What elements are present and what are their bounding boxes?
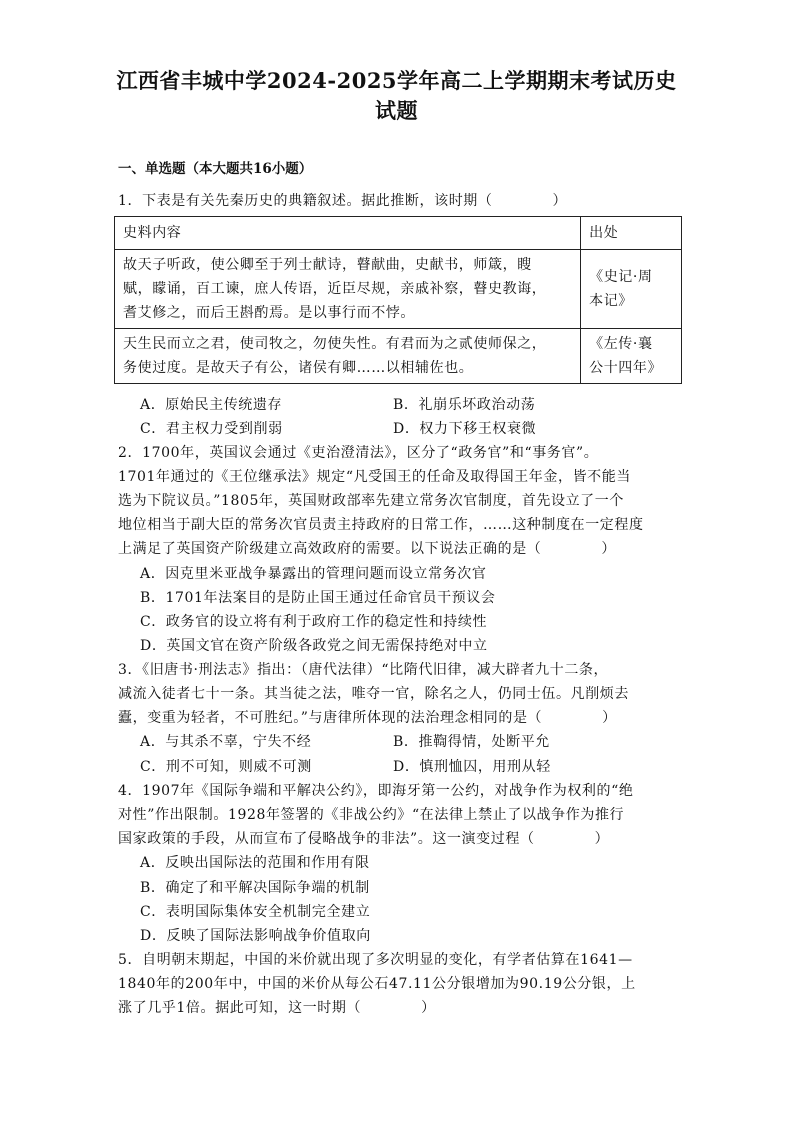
table-cell-line: 务使过度。是故天子有公，诸侯有卿……以相辅佐也。 <box>123 360 474 376</box>
q2-stem-line: 1701年通过的《王位继承法》规定“凡受国王的任命及取得国王年金，皆不能当 <box>118 469 631 485</box>
table-header-content: 史料内容 <box>115 217 581 250</box>
table-cell-line: 故天子听政，使公卿至于列士献诗，瞽献曲，史献书，师箴，瞍 <box>123 257 532 273</box>
q5-stem-line: 涨了几乎1倍。据此可知，这一时期（ <box>118 1000 362 1016</box>
q3-option-d[interactable]: D．慎刑恤囚，用刑从轻 <box>393 759 551 775</box>
q4-stem-close: ） <box>594 831 610 847</box>
q1-stem-text: 1．下表是有关先秦历史的典籍叙述。据此推断，该时期（ <box>118 193 493 209</box>
q1-option-b[interactable]: B．礼崩乐坏政治动荡 <box>393 397 536 413</box>
table-header-source: 出处 <box>581 217 682 250</box>
q4-option-a[interactable]: A．反映出国际法的范围和作用有限 <box>140 855 370 871</box>
table-cell-content <box>115 329 581 384</box>
q2-stem-last <box>118 538 616 560</box>
q1-stem <box>118 190 567 212</box>
q1-option-d[interactable]: D．权力下移王权衰微 <box>393 421 537 437</box>
exam-title-line-1: 江西省丰城中学2024-2025学年高二上学期期末考试历史 <box>116 68 677 93</box>
q3-option-b[interactable]: B．推鞫得情，处断平允 <box>393 734 550 750</box>
table-cell-source <box>581 250 682 329</box>
table-cell-line: 《左传·襄 <box>589 336 653 352</box>
table-cell-line: 公十四年》 <box>589 360 663 376</box>
q3-stem-line: 3．《旧唐书·刑法志》指出：（唐代法律）“比隋代旧律，减大辟者九十二条， <box>118 662 609 678</box>
q2-stem-line: 上满足了英国资产阶级建立高效政府的需要。以下说法正确的是（ <box>118 541 542 557</box>
q5-stem-close: ） <box>421 1000 436 1016</box>
q2-stem-line: 地位相当于副大臣的常务次官员责主持政府的日常工作，……这种制度在一定程度 <box>118 517 644 533</box>
exam-title-line-2: 试题 <box>375 98 418 123</box>
q1-stem-close: ） <box>552 193 568 209</box>
q2-option-d[interactable]: D．英国文官在资产阶级各政党之间无需保持绝对中立 <box>140 638 488 654</box>
table-cell-source <box>581 329 682 384</box>
table-cell-line: 《史记·周 <box>589 269 653 285</box>
table-cell-content <box>115 250 581 329</box>
q1-option-a[interactable]: A．原始民主传统遗存 <box>140 397 283 413</box>
q5-stem-line: 1840年的200年中，中国的米价从每公石47.11公分银增加为90.19公分银，上 <box>118 976 636 992</box>
q3-stem-last <box>118 707 617 729</box>
q1-source-table <box>114 216 682 384</box>
q3-option-c[interactable]: C．刑不可知，则威不可测 <box>140 759 312 775</box>
q3-stem-line: 蠹，变重为轻者，不可胜纪。”与唐律所体现的法治理念相同的是（ <box>118 710 543 726</box>
table-row <box>115 250 682 329</box>
table-cell-line: 天生民而立之君，使司牧之，勿使失性。有君而为之贰使师保之， <box>123 336 547 352</box>
q4-option-c[interactable]: C．表明国际集体安全机制完全建立 <box>140 904 371 920</box>
q4-option-d[interactable]: D．反映了国际法影响战争价值取向 <box>140 928 371 944</box>
q4-option-b[interactable]: B．确定了和平解决国际争端的机制 <box>140 880 370 896</box>
q5-stem-last <box>118 997 436 1019</box>
q4-stem-line: 4．1907年《国际争端和平解决公约》，即海牙第一公约，对战争作为权利的“绝 <box>118 783 634 799</box>
table-cell-line: 赋，矇诵，百工谏，庶人传语，近臣尽规，亲戚补察，瞽史教诲， <box>123 281 547 297</box>
q3-stem-close: ） <box>602 710 617 726</box>
table-row <box>115 329 682 384</box>
q2-option-c[interactable]: C．政务官的设立将有利于政府工作的稳定性和持续性 <box>140 614 488 630</box>
q2-stem-close: ） <box>601 541 617 557</box>
table-header-row <box>115 217 682 250</box>
table-cell-line: 耆艾修之，而后王斟酌焉。是以事行而不悖。 <box>123 305 415 321</box>
q3-option-a[interactable]: A．与其杀不辜，宁失不经 <box>140 734 312 750</box>
q4-stem-line: 国家政策的手段，从而宣布了侵略战争的非法”。这一演变过程（ <box>118 831 535 847</box>
q2-stem-line: 选为下院议员。”1805年，英国财政部率先建立常务次官制度，首先设立了一个 <box>118 493 624 509</box>
q5-stem-line: 5．自明朝末期起，中国的米价就出现了多次明显的变化，有学者估算在1641— <box>118 952 633 968</box>
q2-option-a[interactable]: A．因克里米亚战争暴露出的管理问题而设立常务次官 <box>140 566 487 582</box>
table-cell-line: 本记》 <box>589 293 633 309</box>
section-heading: 一、单选题（本大题共16小题） <box>118 161 313 177</box>
q4-stem-last <box>118 828 609 850</box>
q2-option-b[interactable]: B．1701年法案目的是防止国王通过任命官员干预议会 <box>140 590 496 606</box>
q1-option-c[interactable]: C．君主权力受到削弱 <box>140 421 283 437</box>
q4-stem-line: 对性”作出限制。1928年签署的《非战公约》“在法律上禁止了以战争作为推行 <box>118 807 625 823</box>
q2-stem-line: 2．1700年，英国议会通过《吏治澄清法》，区分了“政务官”和“事务官”。 <box>118 445 599 461</box>
q3-stem-line: 减流入徒者七十一条。其当徒之法，唯夺一官，除名之人，仍同士伍。凡削烦去 <box>118 686 629 702</box>
